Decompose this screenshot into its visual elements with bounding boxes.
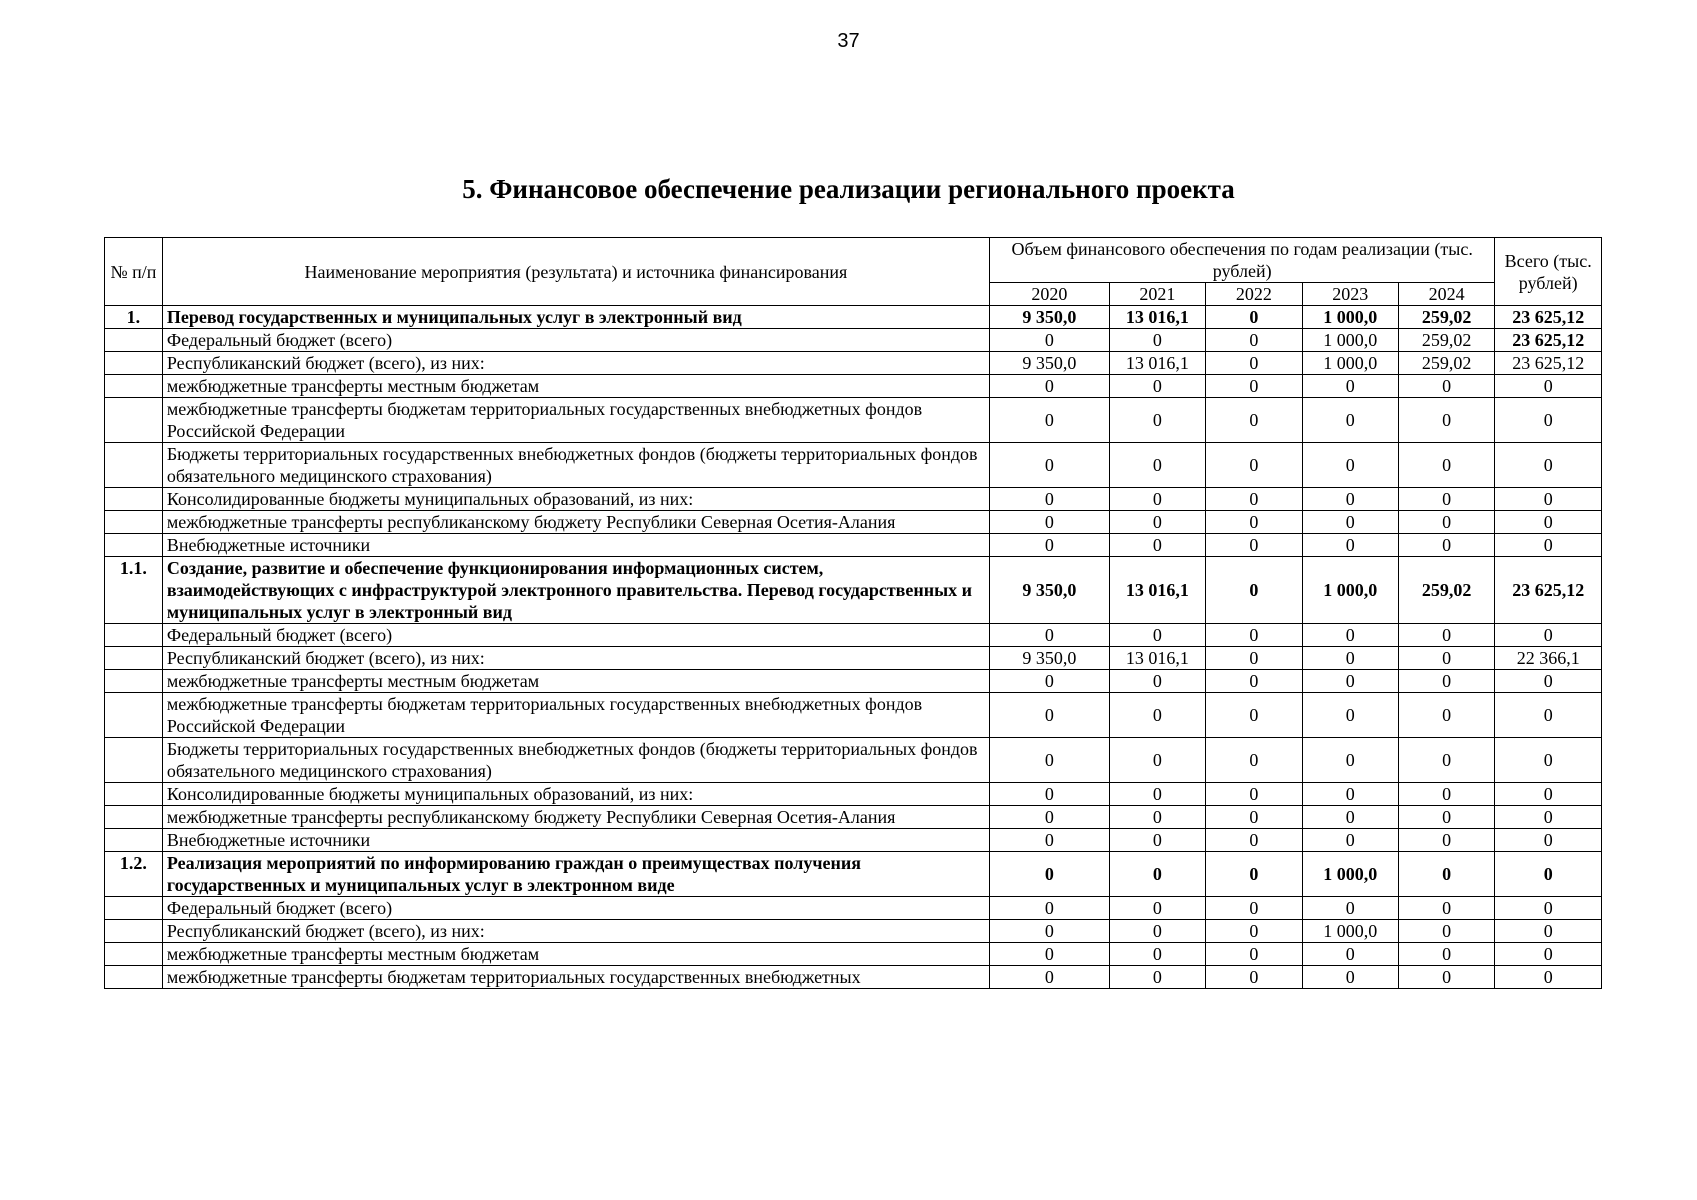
row-number bbox=[105, 966, 163, 989]
row-total: 0 bbox=[1495, 511, 1602, 534]
row-value: 0 bbox=[1206, 511, 1302, 534]
row-value: 0 bbox=[1206, 693, 1302, 738]
row-value: 0 bbox=[1109, 624, 1205, 647]
row-name: Внебюджетные источники bbox=[162, 534, 989, 557]
row-value: 0 bbox=[1302, 943, 1398, 966]
row-name: Консолидированные бюджеты муниципальных образований, из них: bbox=[162, 783, 989, 806]
row-value: 0 bbox=[1302, 693, 1398, 738]
row-value: 0 bbox=[1206, 920, 1302, 943]
row-value: 0 bbox=[1302, 398, 1398, 443]
row-number bbox=[105, 534, 163, 557]
row-value: 0 bbox=[1109, 693, 1205, 738]
row-total: 0 bbox=[1495, 693, 1602, 738]
row-value: 0 bbox=[1109, 670, 1205, 693]
row-name: Создание, развитие и обеспечение функционирования информационных систем, взаимодействующих с инфраструктурой электронного правительства. Перевод государственных и муниципальных услуг в электронный вид bbox=[162, 557, 989, 624]
row-name: Бюджеты территориальных государственных внебюджетных фондов (бюджеты территориальных фондов обязательного медицинского страхования) bbox=[162, 738, 989, 783]
row-number bbox=[105, 943, 163, 966]
row-number bbox=[105, 693, 163, 738]
row-value: 0 bbox=[1206, 398, 1302, 443]
row-number bbox=[105, 398, 163, 443]
row-value: 0 bbox=[1206, 557, 1302, 624]
row-name: Перевод государственных и муниципальных услуг в электронный вид bbox=[162, 306, 989, 329]
row-total: 0 bbox=[1495, 806, 1602, 829]
row-total: 0 bbox=[1495, 920, 1602, 943]
table-row bbox=[105, 670, 1602, 693]
row-value: 0 bbox=[1398, 806, 1494, 829]
table-row bbox=[105, 624, 1602, 647]
row-name: Федеральный бюджет (всего) bbox=[162, 897, 989, 920]
row-value: 0 bbox=[989, 897, 1109, 920]
row-value: 0 bbox=[1302, 738, 1398, 783]
row-name: межбюджетные трансферты республиканскому бюджету Республики Северная Осетия-Алания bbox=[162, 511, 989, 534]
row-value: 0 bbox=[1302, 511, 1398, 534]
row-value: 13 016,1 bbox=[1109, 352, 1205, 375]
row-value: 0 bbox=[1398, 829, 1494, 852]
row-value: 13 016,1 bbox=[1109, 557, 1205, 624]
row-total: 23 625,12 bbox=[1495, 352, 1602, 375]
row-name: межбюджетные трансферты местным бюджетам bbox=[162, 375, 989, 398]
row-value: 0 bbox=[989, 375, 1109, 398]
row-value: 0 bbox=[1206, 783, 1302, 806]
table-row bbox=[105, 534, 1602, 557]
row-value: 0 bbox=[989, 488, 1109, 511]
row-value: 0 bbox=[1302, 670, 1398, 693]
table-row bbox=[105, 738, 1602, 783]
row-value: 259,02 bbox=[1398, 352, 1494, 375]
table-row bbox=[105, 966, 1602, 989]
row-total: 0 bbox=[1495, 943, 1602, 966]
row-value: 0 bbox=[989, 398, 1109, 443]
row-value: 0 bbox=[1109, 852, 1205, 897]
row-value: 1 000,0 bbox=[1302, 306, 1398, 329]
row-total: 0 bbox=[1495, 670, 1602, 693]
row-value: 0 bbox=[1109, 488, 1205, 511]
row-value: 0 bbox=[1109, 375, 1205, 398]
row-value: 0 bbox=[989, 852, 1109, 897]
table-row bbox=[105, 511, 1602, 534]
row-value: 0 bbox=[1398, 920, 1494, 943]
row-value: 0 bbox=[1206, 329, 1302, 352]
document-title: 5. Финансовое обеспечение реализации регионального проекта bbox=[462, 174, 1235, 204]
row-value: 13 016,1 bbox=[1109, 647, 1205, 670]
row-value: 9 350,0 bbox=[989, 306, 1109, 329]
table-row bbox=[105, 852, 1602, 897]
row-value: 0 bbox=[1398, 783, 1494, 806]
row-value: 0 bbox=[1206, 488, 1302, 511]
row-value: 0 bbox=[1206, 738, 1302, 783]
row-value: 0 bbox=[1206, 647, 1302, 670]
row-name: Реализация мероприятий по информированию граждан о преимуществах получения государственных и муниципальных услуг в электронном виде bbox=[162, 852, 989, 897]
row-value: 9 350,0 bbox=[989, 647, 1109, 670]
row-value: 0 bbox=[1302, 624, 1398, 647]
table-row bbox=[105, 398, 1602, 443]
row-total: 0 bbox=[1495, 829, 1602, 852]
row-value: 0 bbox=[1398, 443, 1494, 488]
row-value: 0 bbox=[989, 738, 1109, 783]
row-name: Бюджеты территориальных государственных внебюджетных фондов (бюджеты территориальных фондов обязательного медицинского страхования) bbox=[162, 443, 989, 488]
header-year: 2022 bbox=[1206, 283, 1302, 306]
row-value: 0 bbox=[1302, 806, 1398, 829]
table-row bbox=[105, 306, 1602, 329]
table-row bbox=[105, 806, 1602, 829]
row-value: 0 bbox=[1302, 783, 1398, 806]
table-row bbox=[105, 829, 1602, 852]
table-row bbox=[105, 488, 1602, 511]
row-value: 0 bbox=[1302, 534, 1398, 557]
row-value: 0 bbox=[989, 511, 1109, 534]
row-number bbox=[105, 352, 163, 375]
financing-table bbox=[104, 237, 1602, 989]
row-value: 0 bbox=[1109, 783, 1205, 806]
table-row bbox=[105, 557, 1602, 624]
header-total: Всего (тыс. рублей) bbox=[1495, 238, 1602, 306]
row-value: 0 bbox=[1398, 738, 1494, 783]
table-row bbox=[105, 897, 1602, 920]
row-value: 0 bbox=[1398, 534, 1494, 557]
row-total: 0 bbox=[1495, 488, 1602, 511]
row-value: 0 bbox=[1109, 943, 1205, 966]
row-total: 0 bbox=[1495, 738, 1602, 783]
row-number bbox=[105, 624, 163, 647]
row-value: 0 bbox=[1398, 488, 1494, 511]
row-total: 0 bbox=[1495, 783, 1602, 806]
row-total: 0 bbox=[1495, 443, 1602, 488]
row-value: 0 bbox=[1398, 897, 1494, 920]
row-name: межбюджетные трансферты бюджетам территориальных государственных внебюджетных фондов Российской Федерации bbox=[162, 693, 989, 738]
row-value: 0 bbox=[1109, 920, 1205, 943]
row-value: 0 bbox=[1302, 966, 1398, 989]
page-number: 37 bbox=[837, 30, 860, 52]
row-number bbox=[105, 329, 163, 352]
header-name: Наименование мероприятия (результата) и источника финансирования bbox=[162, 238, 989, 306]
row-value: 0 bbox=[989, 920, 1109, 943]
row-total: 0 bbox=[1495, 624, 1602, 647]
row-value: 0 bbox=[1109, 966, 1205, 989]
row-value: 1 000,0 bbox=[1302, 852, 1398, 897]
row-value: 0 bbox=[1206, 443, 1302, 488]
row-total: 22 366,1 bbox=[1495, 647, 1602, 670]
row-value: 13 016,1 bbox=[1109, 306, 1205, 329]
row-total: 23 625,12 bbox=[1495, 329, 1602, 352]
row-total: 0 bbox=[1495, 534, 1602, 557]
table-row bbox=[105, 783, 1602, 806]
row-value: 9 350,0 bbox=[989, 557, 1109, 624]
row-value: 0 bbox=[1398, 398, 1494, 443]
row-total: 0 bbox=[1495, 375, 1602, 398]
row-name: Консолидированные бюджеты муниципальных образований, из них: bbox=[162, 488, 989, 511]
header-year: 2020 bbox=[989, 283, 1109, 306]
row-name: Республиканский бюджет (всего), из них: bbox=[162, 647, 989, 670]
header-year: 2021 bbox=[1109, 283, 1205, 306]
table-row bbox=[105, 329, 1602, 352]
row-value: 0 bbox=[1206, 306, 1302, 329]
row-value: 0 bbox=[1302, 647, 1398, 670]
row-number bbox=[105, 511, 163, 534]
row-value: 0 bbox=[989, 783, 1109, 806]
row-value: 1 000,0 bbox=[1302, 557, 1398, 624]
row-value: 0 bbox=[1206, 352, 1302, 375]
table-row bbox=[105, 920, 1602, 943]
row-value: 0 bbox=[1206, 670, 1302, 693]
row-value: 0 bbox=[1398, 852, 1494, 897]
row-number: 1. bbox=[105, 306, 163, 329]
row-name: межбюджетные трансферты бюджетам территориальных государственных внебюджетных bbox=[162, 966, 989, 989]
row-total: 0 bbox=[1495, 966, 1602, 989]
row-name: межбюджетные трансферты местным бюджетам bbox=[162, 670, 989, 693]
row-value: 0 bbox=[989, 534, 1109, 557]
row-number bbox=[105, 670, 163, 693]
table-row bbox=[105, 375, 1602, 398]
row-value: 0 bbox=[1398, 670, 1494, 693]
row-name: межбюджетные трансферты бюджетам территориальных государственных внебюджетных фондов Российской Федерации bbox=[162, 398, 989, 443]
header-year: 2024 bbox=[1398, 283, 1494, 306]
row-value: 259,02 bbox=[1398, 329, 1494, 352]
row-value: 0 bbox=[1302, 375, 1398, 398]
row-value: 0 bbox=[1109, 738, 1205, 783]
row-value: 0 bbox=[1109, 829, 1205, 852]
row-number bbox=[105, 783, 163, 806]
row-value: 0 bbox=[989, 329, 1109, 352]
table-body bbox=[105, 306, 1602, 989]
row-value: 0 bbox=[989, 943, 1109, 966]
row-value: 0 bbox=[1109, 443, 1205, 488]
row-value: 259,02 bbox=[1398, 306, 1494, 329]
row-value: 0 bbox=[1398, 966, 1494, 989]
row-value: 0 bbox=[1206, 852, 1302, 897]
table-row bbox=[105, 352, 1602, 375]
row-name: Республиканский бюджет (всего), из них: bbox=[162, 352, 989, 375]
row-value: 0 bbox=[1206, 806, 1302, 829]
row-value: 0 bbox=[1109, 534, 1205, 557]
row-value: 0 bbox=[989, 624, 1109, 647]
row-name: Республиканский бюджет (всего), из них: bbox=[162, 920, 989, 943]
row-value: 259,02 bbox=[1398, 557, 1494, 624]
row-number bbox=[105, 920, 163, 943]
row-value: 1 000,0 bbox=[1302, 352, 1398, 375]
row-value: 0 bbox=[1109, 511, 1205, 534]
row-value: 0 bbox=[1398, 647, 1494, 670]
row-number bbox=[105, 738, 163, 783]
row-number bbox=[105, 443, 163, 488]
row-value: 0 bbox=[1206, 375, 1302, 398]
header-volume: Объем финансового обеспечения по годам реализации (тыс. рублей) bbox=[989, 238, 1494, 283]
row-value: 0 bbox=[1109, 398, 1205, 443]
row-number: 1.1. bbox=[105, 557, 163, 624]
row-value: 0 bbox=[1206, 624, 1302, 647]
table-row bbox=[105, 647, 1602, 670]
row-total: 23 625,12 bbox=[1495, 306, 1602, 329]
row-value: 0 bbox=[1398, 693, 1494, 738]
row-value: 9 350,0 bbox=[989, 352, 1109, 375]
row-total: 0 bbox=[1495, 897, 1602, 920]
row-number bbox=[105, 806, 163, 829]
row-total: 0 bbox=[1495, 852, 1602, 897]
row-value: 0 bbox=[989, 829, 1109, 852]
row-value: 0 bbox=[1398, 943, 1494, 966]
row-number bbox=[105, 375, 163, 398]
row-value: 0 bbox=[1302, 897, 1398, 920]
row-number bbox=[105, 647, 163, 670]
row-value: 0 bbox=[989, 693, 1109, 738]
row-name: Внебюджетные источники bbox=[162, 829, 989, 852]
row-value: 0 bbox=[1398, 511, 1494, 534]
row-value: 0 bbox=[1206, 966, 1302, 989]
row-value: 0 bbox=[1109, 806, 1205, 829]
row-value: 0 bbox=[1302, 443, 1398, 488]
row-value: 0 bbox=[1109, 897, 1205, 920]
row-name: Федеральный бюджет (всего) bbox=[162, 624, 989, 647]
row-value: 0 bbox=[1206, 897, 1302, 920]
row-value: 0 bbox=[989, 966, 1109, 989]
table-header bbox=[105, 238, 1602, 306]
header-year: 2023 bbox=[1302, 283, 1398, 306]
row-name: межбюджетные трансферты местным бюджетам bbox=[162, 943, 989, 966]
row-total: 0 bbox=[1495, 398, 1602, 443]
row-number bbox=[105, 897, 163, 920]
row-value: 0 bbox=[1206, 534, 1302, 557]
row-value: 0 bbox=[989, 806, 1109, 829]
row-value: 0 bbox=[1302, 488, 1398, 511]
row-number: 1.2. bbox=[105, 852, 163, 897]
row-value: 0 bbox=[1302, 829, 1398, 852]
row-value: 0 bbox=[1398, 624, 1494, 647]
table-row bbox=[105, 693, 1602, 738]
row-value: 0 bbox=[1206, 829, 1302, 852]
row-value: 1 000,0 bbox=[1302, 920, 1398, 943]
header-num: № п/п bbox=[105, 238, 163, 306]
row-value: 1 000,0 bbox=[1302, 329, 1398, 352]
row-value: 0 bbox=[1398, 375, 1494, 398]
row-number bbox=[105, 829, 163, 852]
row-number bbox=[105, 488, 163, 511]
row-total: 23 625,12 bbox=[1495, 557, 1602, 624]
row-name: межбюджетные трансферты республиканскому бюджету Республики Северная Осетия-Алания bbox=[162, 806, 989, 829]
table-row bbox=[105, 943, 1602, 966]
row-value: 0 bbox=[1109, 329, 1205, 352]
table-row bbox=[105, 443, 1602, 488]
row-value: 0 bbox=[1206, 943, 1302, 966]
row-name: Федеральный бюджет (всего) bbox=[162, 329, 989, 352]
row-value: 0 bbox=[989, 443, 1109, 488]
row-value: 0 bbox=[989, 670, 1109, 693]
